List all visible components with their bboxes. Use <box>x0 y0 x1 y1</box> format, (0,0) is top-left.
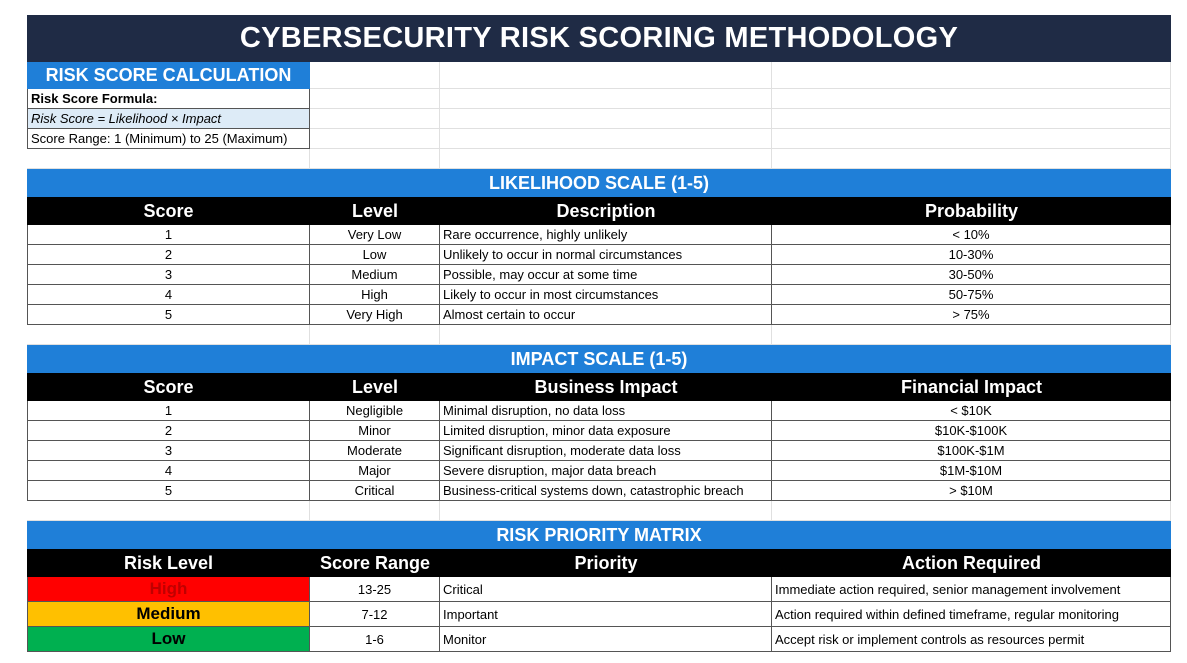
column-header: Financial Impact <box>900 376 1043 397</box>
table-row <box>27 265 1171 285</box>
matrix-heading: RISK PRIORITY MATRIX <box>27 521 1171 549</box>
table-cell: 5 <box>27 481 310 501</box>
table-cell: Low <box>310 245 440 265</box>
empty-cell <box>772 129 1171 149</box>
table-cell: 50-75% <box>772 285 1171 305</box>
spacer-row <box>27 501 1171 521</box>
empty-cell <box>772 89 1171 109</box>
table-cell: Limited disruption, minor data exposure <box>440 421 772 441</box>
table-cell: 2 <box>27 245 310 265</box>
table-cell: 30-50% <box>772 265 1171 285</box>
table-cell: 2 <box>27 421 310 441</box>
table-cell: High <box>310 285 440 305</box>
empty-cell <box>772 501 1171 521</box>
impact-header-row <box>27 373 1171 401</box>
table-cell: 13-25 <box>310 577 440 602</box>
table-row <box>27 421 1171 441</box>
table-row <box>27 225 1171 245</box>
risk-level-cell: High <box>27 577 310 602</box>
table-row <box>27 602 1171 627</box>
empty-cell <box>310 149 440 169</box>
table-cell: 4 <box>27 285 310 305</box>
column-header: Priority <box>574 552 638 573</box>
table-cell: Important <box>440 602 772 627</box>
formula-label: Risk Score Formula: <box>27 89 310 109</box>
table-cell: Minimal disruption, no data loss <box>440 401 772 421</box>
table-cell: Critical <box>310 481 440 501</box>
empty-cell <box>440 62 772 89</box>
empty-cell <box>440 109 772 129</box>
empty-cell <box>772 325 1171 345</box>
table-cell: 3 <box>27 441 310 461</box>
column-header: Score <box>143 200 194 221</box>
formula: Risk Score = Likelihood × Impact <box>27 109 310 129</box>
spreadsheet <box>27 15 1171 654</box>
table-row <box>27 441 1171 461</box>
column-header: Description <box>556 200 656 221</box>
table-cell: 7-12 <box>310 602 440 627</box>
table-cell: Unlikely to occur in normal circumstances <box>440 245 772 265</box>
table-cell: Significant disruption, moderate data loss <box>440 441 772 461</box>
table-row <box>27 577 1171 602</box>
table-row <box>27 461 1171 481</box>
table-cell: Medium <box>310 265 440 285</box>
column-header: Probability <box>924 200 1018 221</box>
table-cell: 3 <box>27 265 310 285</box>
table-row <box>27 627 1171 652</box>
empty-cell <box>27 149 310 169</box>
table-cell: Severe disruption, major data breach <box>440 461 772 481</box>
table-cell: Almost certain to occur <box>440 305 772 325</box>
empty-cell <box>772 149 1171 169</box>
column-header: Score <box>143 376 194 397</box>
table-cell: Monitor <box>440 627 772 652</box>
empty-cell <box>310 109 440 129</box>
table-cell: Very High <box>310 305 440 325</box>
empty-cell <box>440 149 772 169</box>
likelihood-header-row <box>27 197 1171 225</box>
column-header: Risk Level <box>123 552 214 573</box>
risk-level-cell: Medium <box>27 602 310 627</box>
empty-cell <box>440 501 772 521</box>
risk-level-cell: Low <box>27 627 310 652</box>
table-cell: Accept risk or implement controls as resources permit <box>772 627 1171 652</box>
table-cell: Very Low <box>310 225 440 245</box>
table-cell: $10K-$100K <box>772 421 1171 441</box>
table-cell: Critical <box>440 577 772 602</box>
column-header: Level <box>351 376 399 397</box>
table-cell: 4 <box>27 461 310 481</box>
matrix-header-row <box>27 549 1171 577</box>
table-cell: Negligible <box>310 401 440 421</box>
column-header: Action Required <box>901 552 1041 573</box>
table-cell: 10-30% <box>772 245 1171 265</box>
table-cell: Likely to occur in most circumstances <box>440 285 772 305</box>
table-row <box>27 401 1171 421</box>
table-row <box>27 305 1171 325</box>
table-cell: Immediate action required, senior management involvement <box>772 577 1171 602</box>
calc-heading: RISK SCORE CALCULATION <box>27 62 310 89</box>
table-cell: 1 <box>27 225 310 245</box>
table-cell: $1M-$10M <box>772 461 1171 481</box>
table-cell: < 10% <box>772 225 1171 245</box>
table-cell: Moderate <box>310 441 440 461</box>
empty-cell <box>772 109 1171 129</box>
likelihood-heading: LIKELIHOOD SCALE (1-5) <box>27 169 1171 197</box>
empty-cell <box>310 89 440 109</box>
table-cell: Minor <box>310 421 440 441</box>
table-cell: Rare occurrence, highly unlikely <box>440 225 772 245</box>
empty-cell <box>310 325 440 345</box>
score-range: Score Range: 1 (Minimum) to 25 (Maximum) <box>27 129 310 149</box>
table-cell: Possible, may occur at some time <box>440 265 772 285</box>
impact-heading: IMPACT SCALE (1-5) <box>27 345 1171 373</box>
table-cell: 1 <box>27 401 310 421</box>
table-cell: > $10M <box>772 481 1171 501</box>
table-cell: Business-critical systems down, catastrophic breach <box>440 481 772 501</box>
column-header: Business Impact <box>534 376 678 397</box>
table-row <box>27 481 1171 501</box>
column-header: Score Range <box>319 552 431 573</box>
empty-cell <box>440 325 772 345</box>
empty-cell <box>310 62 440 89</box>
empty-cell <box>440 89 772 109</box>
table-cell: Action required within defined timeframe, regular monitoring <box>772 602 1171 627</box>
table-cell: $100K-$1M <box>772 441 1171 461</box>
table-row <box>27 285 1171 305</box>
empty-cell <box>27 501 310 521</box>
table-row <box>27 245 1171 265</box>
table-cell: Major <box>310 461 440 481</box>
empty-cell <box>27 325 310 345</box>
empty-cell <box>310 501 440 521</box>
sheet-title: CYBERSECURITY RISK SCORING METHODOLOGY <box>27 15 1171 62</box>
table-cell: > 75% <box>772 305 1171 325</box>
table-cell: < $10K <box>772 401 1171 421</box>
empty-cell <box>310 129 440 149</box>
empty-cell <box>440 129 772 149</box>
table-cell: 1-6 <box>310 627 440 652</box>
table-cell: 5 <box>27 305 310 325</box>
spacer-row <box>27 325 1171 345</box>
column-header: Level <box>351 200 399 221</box>
empty-cell <box>772 62 1171 89</box>
